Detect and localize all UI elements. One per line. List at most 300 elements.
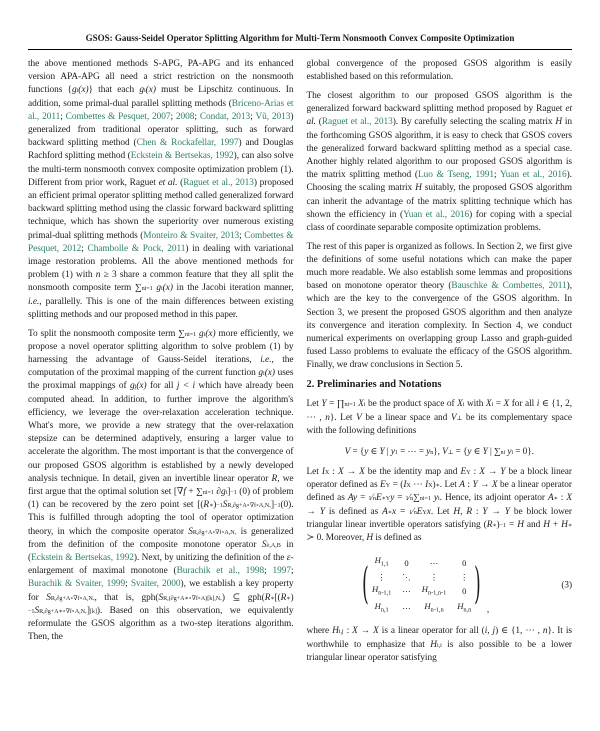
text-segment: ∏ <box>336 399 345 410</box>
text-segment: −1 <box>499 522 507 529</box>
text-segment: . Hence, its adjoint operator <box>439 493 548 504</box>
text-segment: H <box>555 117 563 128</box>
text-segment: S <box>222 500 228 511</box>
matrix-cell: $H_{n,n}$ <box>457 600 472 614</box>
text-segment: ⁄ <box>412 506 414 517</box>
text-segment: R,∂g+A∘∇f∘A,Nᵥ <box>227 503 271 510</box>
right-column <box>307 58 573 670</box>
text-segment: Y <box>472 480 478 491</box>
text-segment: ] <box>270 500 275 511</box>
text-segment: Y <box>504 506 510 517</box>
text-segment: R <box>203 500 210 511</box>
text-segment: X <box>355 399 364 410</box>
text-segment: [( <box>274 592 281 603</box>
text-segment: in ( <box>28 539 294 564</box>
text-segment: the above mentioned methods S-APG, PA-APG and its enhanced version APA-APG all need a strict restriction on the nonsmooth functions { <box>28 59 294 96</box>
text-segment: i, j <box>484 626 496 637</box>
text-segment: g <box>71 85 77 96</box>
text-segment: R <box>466 506 472 517</box>
text-segment: = 0}. <box>513 445 534 456</box>
citation-link[interactable]: 1997 <box>272 566 291 577</box>
text-segment: i <box>438 496 440 503</box>
citation-link[interactable]: Chen & Rockafellar, 1997 <box>136 138 239 149</box>
text-segment: Y <box>482 506 488 517</box>
text-segment: y <box>353 493 358 504</box>
text-segment: be a block linear operator defined as <box>306 466 572 491</box>
text-segment: ∗ <box>492 522 497 529</box>
matrix-equation <box>307 554 573 616</box>
text-segment: x <box>391 506 397 517</box>
text-segment: (x) <box>205 328 216 339</box>
text-segment: ( <box>315 117 322 128</box>
text-segment: X <box>566 493 572 504</box>
text-segment: g <box>220 487 226 497</box>
citation-link[interactable]: Raguet et al., 2013 <box>321 117 393 128</box>
text-segment: } that each <box>88 85 140 96</box>
text-segment: : <box>343 626 353 637</box>
text-segment: H <box>543 519 550 530</box>
text-segment: be a linear operator defined as <box>306 480 572 504</box>
text-segment: X <box>479 466 485 477</box>
text-segment: Y <box>321 399 327 410</box>
text-segment: R <box>280 592 287 603</box>
text-segment: n <box>184 331 188 338</box>
text-segment: ; <box>264 566 273 577</box>
text-segment: y <box>430 493 439 504</box>
text-segment: y <box>467 445 472 456</box>
text-segment: → <box>477 480 492 491</box>
citation-link[interactable]: Bauschke & Combettes, 2011 <box>451 281 567 292</box>
matrix-cell: ⋯ <box>429 557 439 568</box>
header-rule <box>28 49 572 50</box>
text-segment: i <box>143 88 146 95</box>
text-segment: , the computation of the proximal mapping of the current function <box>28 354 294 379</box>
citation-link[interactable]: Eckstein & Bertsekas, 1992 <box>130 151 234 162</box>
text-segment: : <box>464 480 473 491</box>
text-segment: ⊥ <box>447 449 454 456</box>
text-segment: (0) of problem (1) can be recovered by the zero point set [( <box>28 487 294 511</box>
text-segment: ). Choosing the scaling matrix <box>306 170 572 194</box>
text-segment: f <box>183 487 186 497</box>
citation-link[interactable]: Condat, 2013 <box>199 111 251 122</box>
text-segment: X <box>503 399 510 410</box>
text-segment: E <box>460 466 467 477</box>
text-segment: ; <box>170 111 176 122</box>
text-segment: ), which are the key to the convergence of the GSOS algorithm. In Section 3, we present the proposed GSOS algorithm and then analyze its convergence and iteration complexity. In Section 4, we conduct numerical experiments on overlapping group Lasso and graph-guided fused Lasso problems to evaluate the efficacy of the GSOS algorithm. Finally, we draw conclusions in Section 5. <box>306 281 573 371</box>
text-segment: A <box>459 480 465 491</box>
text-segment: be block lower triangular linear invertible operators satisfying ( <box>306 506 572 530</box>
text-segment: i <box>503 449 506 456</box>
text-segment: H <box>517 519 524 530</box>
text-segment: = <box>396 506 410 517</box>
text-segment: = <box>493 399 504 410</box>
text-segment: is also possible to be a lower triangular linear operator satisfying <box>306 639 572 663</box>
text-segment: ). Next, by unitizing the definition of the <box>133 553 287 564</box>
text-segment: H <box>561 519 568 530</box>
text-segment: is a linear operator for all ( <box>378 626 485 637</box>
text-segment: n <box>410 496 414 503</box>
text-segment: X <box>359 466 365 477</box>
matrix-cell: ⋯ <box>402 586 411 597</box>
text-segment: 1 <box>405 496 409 503</box>
text-segment: i <box>225 490 228 496</box>
text-segment: Y <box>385 483 391 490</box>
citation-link[interactable]: Yuan et al., 2016 <box>499 170 567 181</box>
text-segment: X <box>457 399 463 410</box>
text-segment: must be Lipschitz continuous. In addition, some primal-dual parallel splitting methods ( <box>28 85 294 109</box>
text-segment: ∑ <box>494 445 501 456</box>
running-header <box>28 33 572 50</box>
equation-tag: (3) <box>561 579 572 590</box>
text-segment: ) for coping with a special class of coordinate separable composite optimization problems. <box>306 209 573 233</box>
text-segment: = <box>357 493 369 504</box>
matrix-cell: ⋱ <box>402 571 411 582</box>
text-segment: ) ∈ {1, ⋯ , <box>495 626 543 637</box>
text-segment: ). Based on this observation, we equivalently reformulate the GSOS algorithm as a two-step iterations algorithm. Then, the <box>28 605 294 643</box>
text-segment: i <box>462 402 465 409</box>
matrix-cell: ⋮ <box>429 571 439 582</box>
text-segment: g <box>139 85 144 96</box>
text-segment: ; <box>493 170 500 181</box>
text-segment: n <box>542 626 548 637</box>
text-segment: The rest of this paper is organized as follows. In Section 2, we first give the definitions of some useful notations which can make the paper much more readable. We also establish some lemmas and propositions based on monotone operator theory ( <box>306 241 572 292</box>
matrix-cell: 0 <box>462 557 467 568</box>
text-segment: , we first argue that the optimal solution set [∇ <box>28 473 294 497</box>
citation-link[interactable]: 2008 <box>175 111 195 122</box>
text-segment: i <box>363 402 366 409</box>
citation-link[interactable]: Chambolle & Pock, 2011 <box>87 243 186 254</box>
text-segment: H <box>332 626 339 637</box>
text-segment: To split the nonsmooth composite term <box>28 328 179 339</box>
text-segment: ; <box>194 111 200 122</box>
paragraph <box>307 466 573 545</box>
text-segment: . Let <box>439 480 460 491</box>
text-segment: V <box>442 445 448 456</box>
text-segment: ) <box>213 500 217 511</box>
text-segment: y <box>390 493 395 504</box>
text-segment: H <box>430 639 437 650</box>
text-segment: suitably, the proposed GSOS algorithm can inherit the advantage of the matrix splitting technique which has shown the efficiency in ( <box>306 183 572 220</box>
text-segment: H <box>415 183 422 194</box>
text-segment: R <box>271 473 278 484</box>
text-segment: 1 <box>394 449 398 456</box>
text-segment: (x) <box>78 85 89 96</box>
text-segment: ∗ <box>553 496 558 503</box>
text-segment: R <box>264 592 271 603</box>
text-segment: which have already been computed ahead. In addition, to further improve the algorithm's efficiency, we leverage the over-relaxation acceleration technique. What's more, we provide a new strategy that the over-relaxation stepsize can be determined adaptively, ensuring a larger value to accelerate the algorithm. The most important is that the convergence of our proposed GSOS algorithm is established by a newly developed analysis technique. In detail, given an invertible linear operator <box>28 381 294 484</box>
text-segment: ) and Douglas Rachford splitting method ( <box>28 138 294 162</box>
text-segment: R <box>486 519 493 530</box>
text-segment: → <box>357 626 374 637</box>
paragraph <box>307 90 573 235</box>
text-segment: X <box>373 626 379 637</box>
text-segment: y <box>364 445 369 456</box>
text-segment: is generalized from the definition of the composite monotone operator <box>28 526 294 550</box>
text-segment: X <box>491 480 498 491</box>
text-segment: The closest algorithm to our proposed GSOS algorithm is the generalized forward backward splitting method proposed by Raguet <box>306 90 572 115</box>
text-segment: + <box>185 487 197 497</box>
text-segment: V <box>356 412 362 423</box>
text-segment: A <box>547 493 554 504</box>
text-segment: −1 <box>28 608 35 615</box>
text-segment: ) <box>432 480 436 491</box>
text-segment: = <box>394 493 406 504</box>
text-segment: Let <box>306 466 322 477</box>
text-segment: uses the proximal mappings of <box>28 368 294 392</box>
text-segment: ), we establish a key property for <box>28 579 294 603</box>
text-segment: ⋯ <box>410 480 426 491</box>
left-paren: ( <box>362 557 369 609</box>
text-segment: n <box>430 449 434 456</box>
text-segment: i <box>203 331 206 338</box>
citation-link[interactable]: Raguet et al., 2013 <box>183 177 254 188</box>
text-segment: i=1 <box>205 490 214 496</box>
left-column <box>28 58 294 670</box>
text-segment: ∑ <box>196 487 203 497</box>
text-segment: n <box>141 286 145 293</box>
text-segment: V <box>450 412 457 423</box>
text-segment: i <box>76 88 79 95</box>
text-segment: (x) <box>162 283 173 294</box>
text-segment: y <box>505 445 512 456</box>
text-segment: y <box>390 445 395 456</box>
paragraph <box>28 58 294 322</box>
paragraph <box>307 58 573 84</box>
text-segment: j <box>134 384 137 391</box>
text-segment: + <box>549 519 562 530</box>
section-heading: 2. Preliminaries and Notations <box>306 379 442 391</box>
text-segment: E <box>375 493 382 504</box>
text-segment: ; <box>60 111 66 122</box>
text-segment: et al. <box>306 104 572 128</box>
text-segment: X <box>485 399 492 410</box>
text-segment: in the Jacobi iteration manner, <box>172 283 294 294</box>
text-segment: Let <box>306 399 322 410</box>
text-segment: , that is, gph( <box>94 592 159 603</box>
text-segment: be the product space of <box>365 399 458 410</box>
text-segment: i=1 <box>347 402 356 409</box>
citation-link[interactable]: Luo & Tseng, 1991 <box>417 170 494 181</box>
text-segment: ∗ <box>209 503 214 510</box>
citation-link[interactable]: Combettes & Pesquet, 2007 <box>65 111 171 122</box>
text-segment: A <box>382 506 388 517</box>
text-segment: more efficiently, we propose a novel operator splitting algorithm to solve problem (1) by harnessing the advantage of Gauss-Seidel iterations, <box>28 328 294 365</box>
text-segment: for all <box>509 399 537 410</box>
text-segment: | <box>487 445 494 456</box>
text-segment: ε <box>286 553 291 564</box>
text-segment: | <box>384 445 391 456</box>
text-segment: ; <box>290 566 294 577</box>
text-segment: g <box>130 381 135 392</box>
text-segment: ∗ <box>435 483 440 490</box>
text-segment: = ⋯ = <box>397 445 427 456</box>
text-segment: be its complementary space with the following definitions <box>306 412 573 436</box>
text-segment: ) <box>290 592 294 603</box>
text-segment: 1 <box>409 509 413 516</box>
text-segment: ; <box>239 230 245 241</box>
citation-link[interactable]: Monteiro & Svaiter, 2013 <box>143 230 240 241</box>
text-segment: -enlargement of maximal monotone ( <box>28 553 294 577</box>
text-segment: = { <box>453 445 468 456</box>
text-segment: where <box>306 626 333 637</box>
text-segment: i <box>263 371 265 378</box>
text-segment: A <box>347 493 354 504</box>
text-segment: 1 <box>368 496 372 503</box>
text-segment: ∗ <box>381 496 386 503</box>
text-segment: → <box>343 466 360 477</box>
text-segment: X <box>428 483 433 490</box>
matrix-cell: $H_{1,1}$ <box>374 555 389 568</box>
text-segment: for all <box>146 381 177 392</box>
citation-link[interactable]: Yuan et al., 2016 <box>403 209 470 220</box>
citation-link[interactable]: Briceno-Arias et al., 2011 <box>28 98 294 122</box>
paragraph <box>307 241 573 373</box>
citation-link[interactable]: Vũ, 2013 <box>255 111 291 122</box>
paragraph <box>307 398 573 438</box>
text-segment: H <box>453 506 461 517</box>
text-segment: Y <box>319 506 325 517</box>
text-segment: −1 <box>216 503 223 510</box>
text-segment: ∗ <box>270 595 275 602</box>
text-segment: y <box>426 445 431 456</box>
text-segment: ⁄ <box>408 493 411 504</box>
text-segment: X <box>352 626 358 637</box>
text-segment: be the identity map and <box>364 466 461 477</box>
text-segment: I <box>425 480 429 491</box>
text-segment: S <box>34 605 40 616</box>
text-segment: et al. <box>158 177 178 188</box>
text-segment: be a linear space and <box>361 412 451 423</box>
text-segment: λ,A,B <box>266 542 281 549</box>
text-segment: ≥ 3 share a common feature that they all split the nonsmooth composite term <box>28 270 294 294</box>
text-segment: I <box>403 480 407 491</box>
text-segment: , parallelly. This is one of the main differences between existing splitting methods and our proposed method in this paper. <box>28 296 294 320</box>
text-segment: S <box>46 592 51 603</box>
matrix-grid <box>372 554 471 616</box>
text-segment: ] <box>86 605 90 616</box>
text-segment: ∗ <box>567 522 572 529</box>
text-segment: g <box>196 328 204 339</box>
text-segment: ∑ <box>413 493 420 504</box>
citation-link[interactable]: Combettes & Pesquet, 2012 <box>28 230 294 254</box>
text-segment: ] <box>227 487 231 497</box>
text-segment: X <box>337 466 344 477</box>
text-segment: ∈ <box>368 445 380 456</box>
text-segment: ∈ <box>471 445 483 456</box>
text-segment: X <box>324 469 330 476</box>
running-title: GSOS: Gauss-Seidel Operator Splitting Algorithm for Multi-Term Nonsmooth Convex Composite Optimization <box>85 33 515 43</box>
text-segment: ; <box>81 243 88 254</box>
text-segment: R,∂g+A∗∘∇f∘A,Nᵥ <box>39 608 87 615</box>
text-segment: S <box>158 592 164 603</box>
text-segment: i <box>491 402 494 409</box>
text-segment: Y <box>422 509 427 516</box>
text-segment: j < i <box>176 381 196 392</box>
text-segment: R,∂g+A∘∇f∘A,Nᵥ <box>192 529 237 536</box>
text-segment: ∑ <box>134 283 142 294</box>
matrix-cell: 0 <box>404 557 409 568</box>
text-segment: n <box>344 402 348 409</box>
text-segment: E <box>380 480 386 491</box>
text-segment: ), can also solve the multi-term nonsmooth convex composite optimization problem (1). Different from prior work, Raguet <box>28 151 294 188</box>
text-segment: ) generalized from traditional operator splitting, such as forward backward splitting method ( <box>28 111 294 149</box>
text-segment: = ( <box>390 480 404 491</box>
right-paren: ) <box>474 557 481 609</box>
text-segment: is defined as <box>324 506 383 517</box>
text-segment: R,∂g+A∘∇f∘A,Nᵥ <box>50 595 95 602</box>
text-segment: g <box>152 283 161 294</box>
text-segment: V <box>344 445 351 456</box>
text-segment: : <box>329 466 338 477</box>
text-segment: S <box>261 539 267 550</box>
text-segment: with <box>464 399 486 410</box>
citation-link[interactable]: Burachik & Svaiter, 1999 <box>28 579 126 590</box>
display-equation <box>307 445 573 458</box>
text-segment: (0). This is fulfilled through adopting the tool of operator optimization theory, in which the composite operator <box>28 500 294 537</box>
text-segment: H <box>366 533 374 543</box>
citation-link[interactable]: Eckstein & Bertsekas, 1992 <box>31 553 134 564</box>
text-segment: and <box>523 519 544 530</box>
text-segment: i=1 <box>422 496 431 503</box>
text-segment: (x) <box>264 368 275 379</box>
text-segment: i=1 <box>187 331 197 338</box>
citation-link[interactable]: Svaiter, 2000 <box>130 579 181 590</box>
text-segment: i <box>536 399 540 410</box>
matrix-cell: ⋮ <box>459 571 469 582</box>
text-segment: [k] <box>89 608 97 615</box>
text-segment: . Let <box>430 506 454 517</box>
text-segment: n <box>413 509 417 516</box>
text-segment: , <box>460 506 467 517</box>
two-column-body <box>28 58 572 670</box>
text-segment: I <box>321 466 325 477</box>
text-segment: ( <box>177 177 184 188</box>
text-segment: = { <box>350 445 365 456</box>
text-segment: i=1 <box>144 286 153 293</box>
text-segment: i,j <box>338 629 344 636</box>
text-segment: ; <box>125 579 131 590</box>
text-segment: i.e. <box>28 296 40 307</box>
text-segment: −1 <box>274 503 281 510</box>
text-segment: i.e. <box>260 354 272 365</box>
text-segment: n <box>372 496 376 503</box>
text-segment: = <box>326 399 337 410</box>
text-segment: n <box>419 496 423 503</box>
text-segment: ≻ 0. Moreover, <box>306 533 367 543</box>
text-segment: (x) <box>145 85 156 96</box>
text-segment: Y <box>385 496 391 503</box>
matrix-cell: 0 <box>462 586 467 597</box>
paragraph <box>28 328 294 645</box>
text-segment: ∈ {1, 2, ⋯ , <box>306 399 573 423</box>
citation-link[interactable]: Burachik et al., 1998 <box>176 566 265 577</box>
text-segment: Y <box>379 445 385 456</box>
matrix-cell: $H_{n-1,n-1}$ <box>421 583 447 597</box>
text-segment: }, <box>433 445 443 456</box>
text-segment: : <box>470 466 480 477</box>
text-segment: (x) <box>136 381 147 392</box>
text-segment: ⊥ <box>456 415 463 422</box>
text-segment: ∗ <box>387 509 392 516</box>
text-segment: : <box>557 493 567 504</box>
text-segment: i <box>511 449 514 456</box>
matrix-cell: $H_{n,1}$ <box>374 600 389 614</box>
text-segment: Y <box>482 445 488 456</box>
text-segment: −1 <box>230 490 237 496</box>
text-segment: }. It is worthwhile to emphasize that <box>306 626 572 650</box>
matrix-cell: $H_{n-1,1}$ <box>372 583 392 597</box>
text-segment: g <box>258 368 264 379</box>
